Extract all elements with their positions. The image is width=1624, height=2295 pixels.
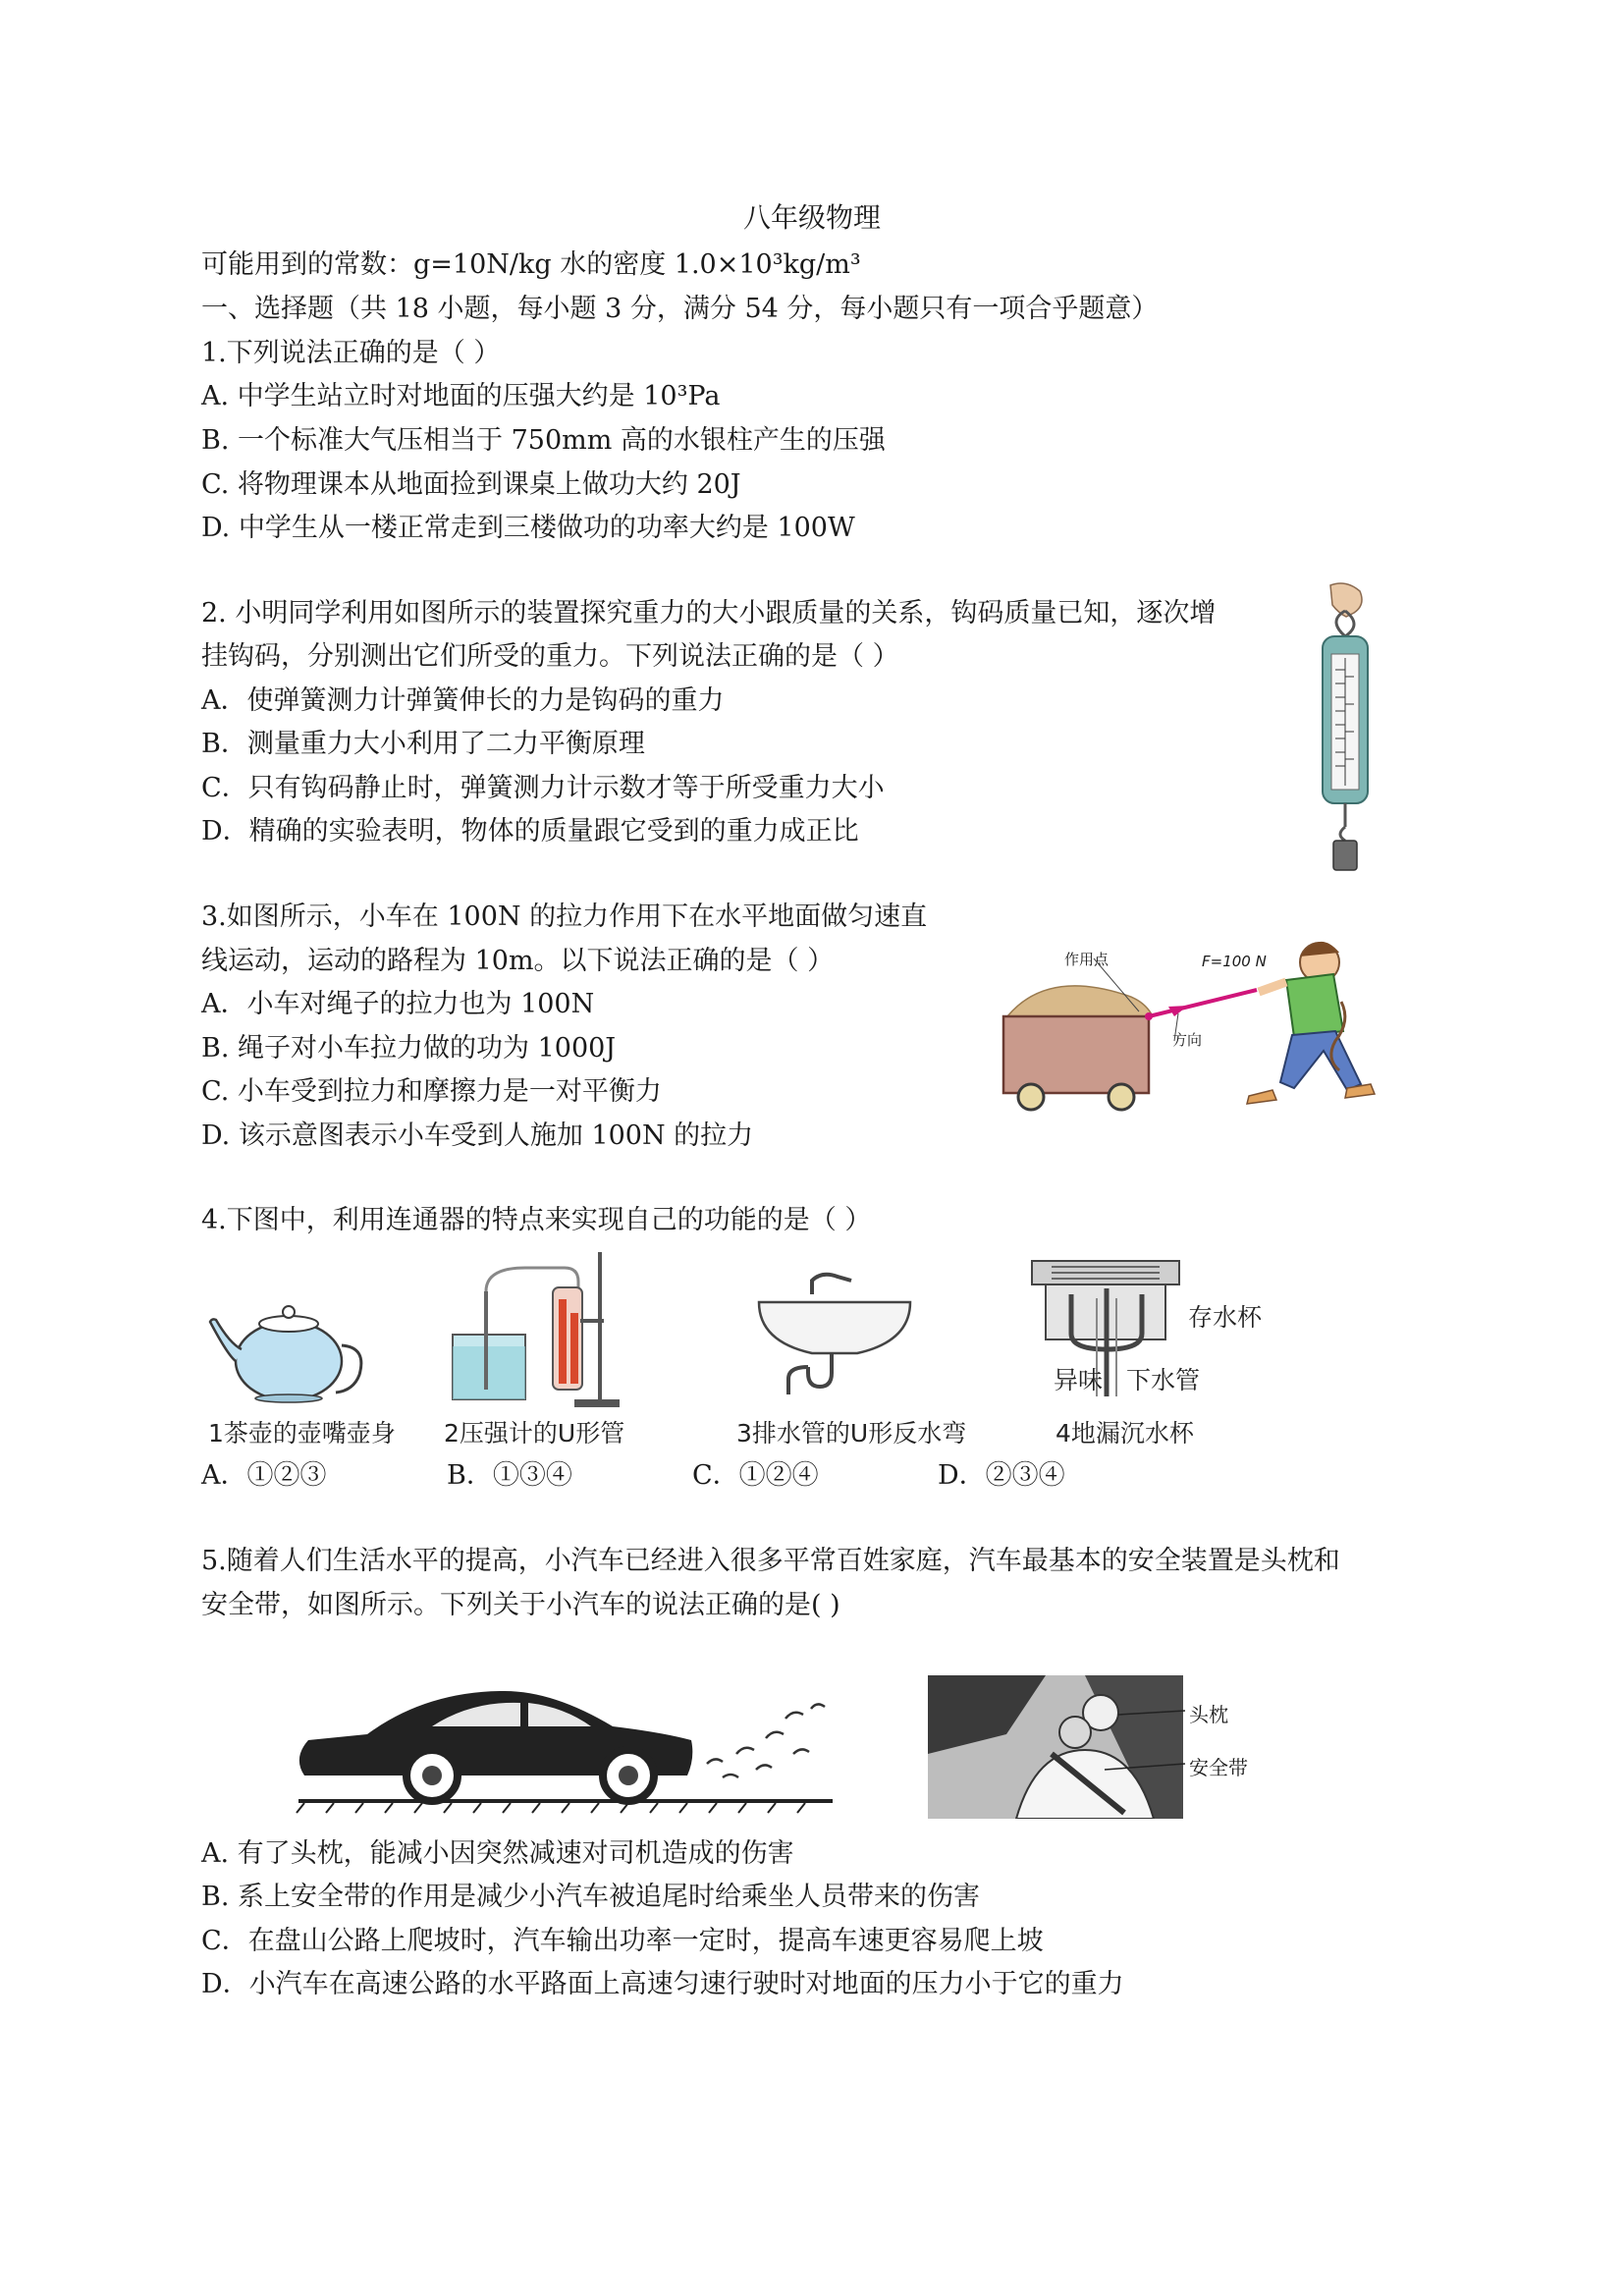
q3-option-b: B. 绳子对小车拉力做的功为 1000J — [201, 1033, 617, 1064]
floor-drain-figure — [1026, 1259, 1311, 1396]
fig4-label-cup: 存水杯 — [1188, 1303, 1263, 1332]
q5-option-b: B. 系上安全带的作用是减少小汽车被追尾时给乘坐人员带来的伤害 — [201, 1882, 981, 1912]
q2-option-d: D．精确的实验表明，物体的质量跟它受到的重力成正比 — [201, 816, 859, 847]
fig3-label-force: F=100 N — [1202, 953, 1267, 970]
fig4-caption-4: 4地漏沉水杯 — [1056, 1419, 1194, 1448]
fig4-caption-3: 3排水管的U形反水弯 — [736, 1419, 967, 1448]
q5-option-c: C．在盘山公路上爬坡时，汽车输出功率一定时，提高车速更容易爬上坡 — [201, 1926, 1044, 1956]
q3-stem-line1: 3.如图所示，小车在 100N 的拉力作用下在水平地面做匀速直 — [201, 902, 928, 932]
q1-stem: 1.下列说法正确的是（ ） — [201, 338, 501, 368]
q5-stem-line2: 安全带，如图所示。下列关于小汽车的说法正确的是( ) — [201, 1590, 840, 1620]
q2-option-b: B．测量重力大小利用了二力平衡原理 — [201, 729, 645, 759]
fig3-label-direction: 方向 — [1172, 1031, 1203, 1049]
q3-option-c: C. 小车受到拉力和摩擦力是一对平衡力 — [201, 1076, 662, 1107]
q2-stem-line1: 2. 小明同学利用如图所示的装置探究重力的大小跟质量的关系，钩码质量已知，逐次增 — [201, 598, 1217, 628]
q3-stem-line2: 线运动，运动的路程为 10m。以下说法正确的是（ ） — [201, 946, 835, 976]
q4-option-d: D．②③④ — [938, 1460, 1065, 1491]
sink-trap-figure — [751, 1267, 918, 1394]
q4-option-b: B．①③④ — [447, 1460, 572, 1491]
q5-stem-line1: 5.随着人们生活水平的提高，小汽车已经进入很多平常百姓家庭，汽车最基本的安全装置是头枕和 — [201, 1546, 1340, 1576]
q2-option-c: C．只有钩码静止时，弹簧测力计示数才等于所受重力大小 — [201, 773, 885, 803]
fig5-label-belt: 安全带 — [1189, 1756, 1248, 1779]
q2-stem-line2: 挂钩码，分别测出它们所受的重力。下列说法正确的是（ ） — [201, 641, 899, 672]
q3-option-d: D. 该示意图表示小车受到人施加 100N 的拉力 — [201, 1120, 754, 1151]
q3-option-a: A．小车对绳子的拉力也为 100N — [201, 989, 595, 1019]
spring-scale-figure — [1301, 581, 1389, 876]
fig3-label-point: 作用点 — [1064, 951, 1110, 968]
sports-car-figure — [295, 1669, 844, 1817]
q5-option-d: D．小汽车在高速公路的水平路面上高速匀速行驶时对地面的压力小于它的重力 — [201, 1969, 1124, 1999]
fig4-label-pipe: 下水管 — [1126, 1366, 1201, 1394]
q4-stem: 4.下图中，利用连通器的特点来实现自己的功能的是（ ） — [201, 1205, 872, 1235]
q4-option-c: C．①②④ — [692, 1460, 819, 1491]
section-heading: 一、选择题（共 18 小题，每小题 3 分，满分 54 分，每小题只有一项合乎题意） — [201, 294, 1159, 324]
q1-option-a: A. 中学生站立时对地面的压强大约是 10³Pa — [201, 381, 721, 411]
fig5-label-headrest: 头枕 — [1189, 1703, 1228, 1726]
manometer-figure — [447, 1252, 623, 1409]
q1-option-c: C. 将物理课本从地面捡到课桌上做功大约 20J — [201, 469, 741, 500]
q1-option-b: B. 一个标准大气压相当于 750mm 高的水银柱产生的压强 — [201, 425, 886, 456]
q1-option-d: D. 中学生从一楼正常走到三楼做功的功率大约是 100W — [201, 513, 855, 543]
page-title: 八年级物理 — [742, 201, 881, 234]
q5-option-a: A. 有了头枕，能减小因突然减速对司机造成的伤害 — [201, 1838, 794, 1869]
cart-pulling-figure — [992, 923, 1384, 1120]
q4-option-a: A．①②③ — [201, 1460, 327, 1491]
fig4-caption-2: 2压强计的U形管 — [444, 1419, 625, 1448]
q2-option-a: A．使弹簧测力计弹簧伸长的力是钩码的重力 — [201, 685, 725, 716]
fig4-label-odor: 异味 — [1054, 1366, 1104, 1394]
headrest-seatbelt-figure — [928, 1675, 1252, 1819]
fig4-caption-1: 1茶壶的壶嘴壶身 — [208, 1419, 396, 1448]
constants-line: 可能用到的常数：g=10N/kg 水的密度 1.0×10³kg/m³ — [201, 249, 861, 280]
teapot-figure — [206, 1277, 363, 1404]
